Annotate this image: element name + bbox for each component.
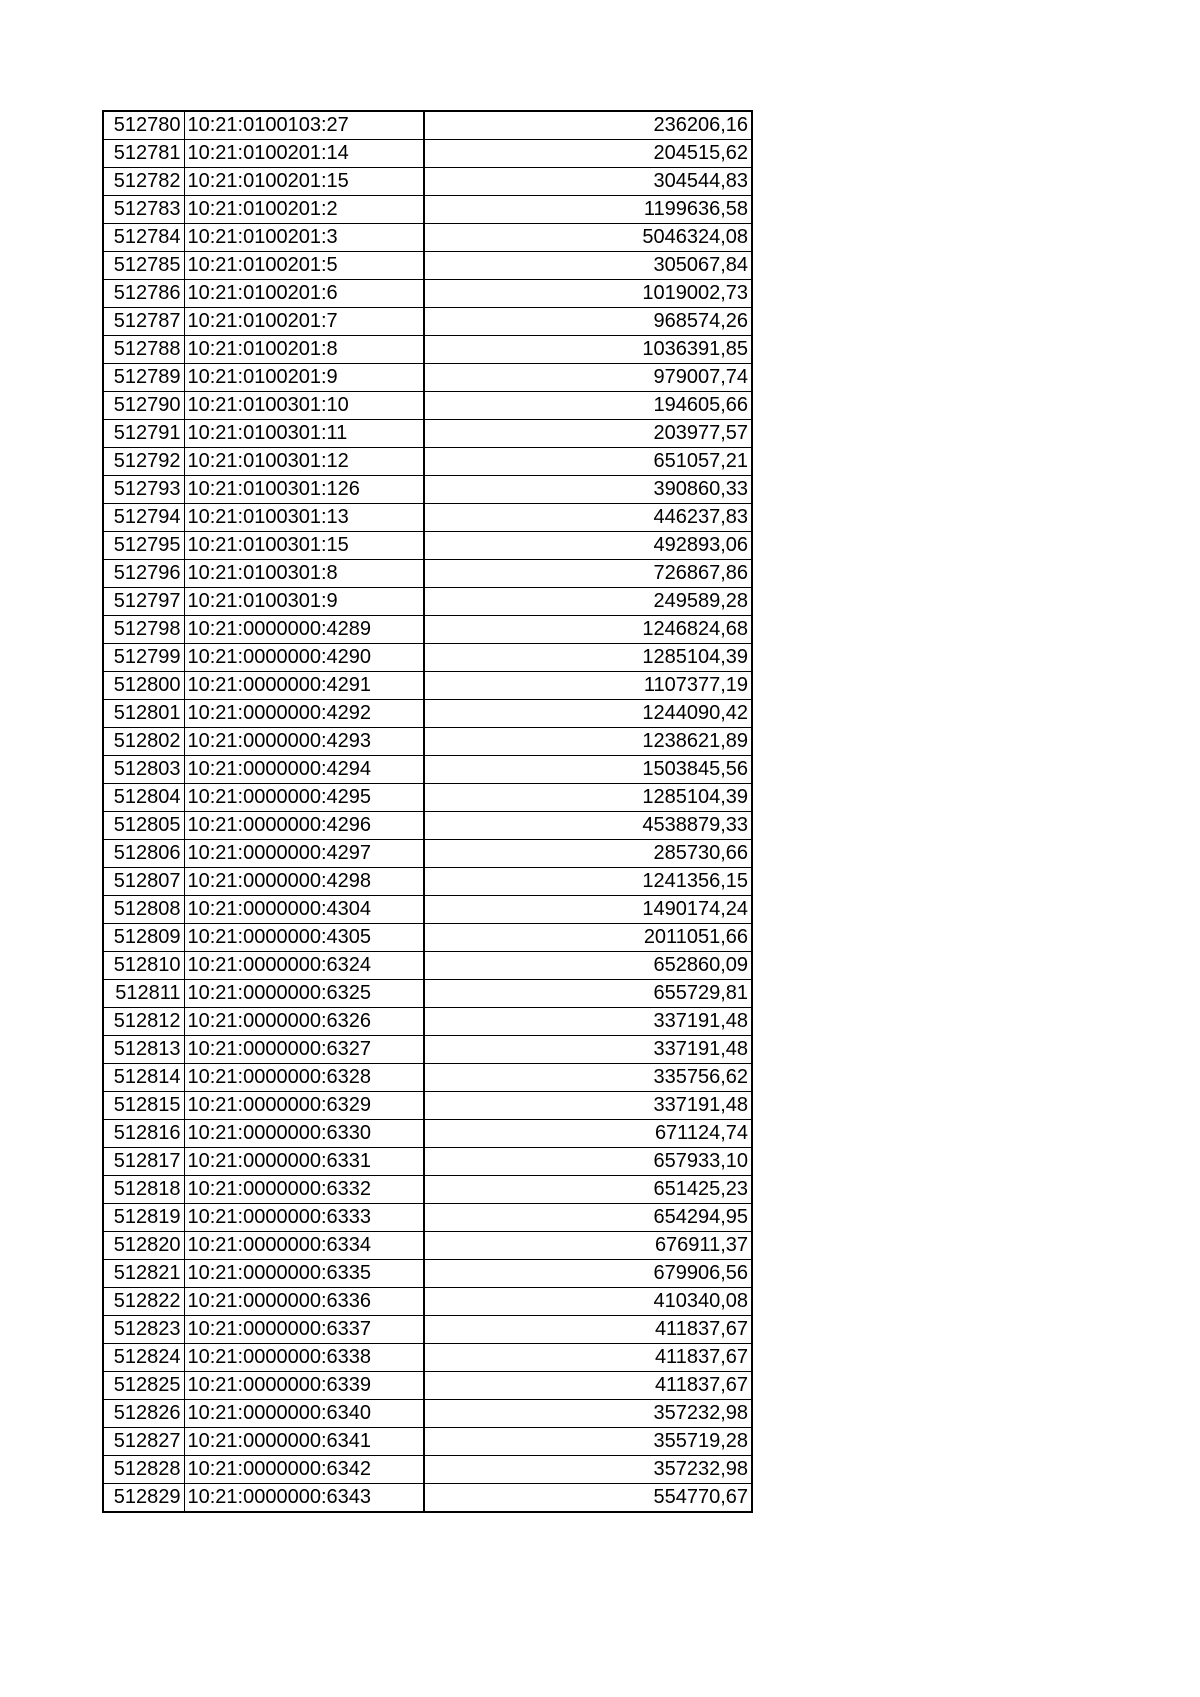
value-cell: 203977,57	[424, 420, 752, 448]
cadastral-number-cell: 10:21:0100301:11	[184, 420, 424, 448]
table-row	[103, 392, 752, 420]
value-cell: 411837,67	[424, 1316, 752, 1344]
cadastral-number-cell: 10:21:0000000:6337	[184, 1316, 424, 1344]
table-row	[103, 1288, 752, 1316]
value-cell: 285730,66	[424, 840, 752, 868]
value-cell: 335756,62	[424, 1064, 752, 1092]
table-row	[103, 1316, 752, 1344]
table-row	[103, 196, 752, 224]
cadastral-number-cell: 10:21:0100201:9	[184, 364, 424, 392]
table-row	[103, 224, 752, 252]
cadastral-number-cell: 10:21:0100201:2	[184, 196, 424, 224]
cadastral-number-cell: 10:21:0000000:6343	[184, 1484, 424, 1513]
cadastral-number-cell: 10:21:0100103:27	[184, 111, 424, 140]
value-cell: 1285104,39	[424, 644, 752, 672]
row-id-cell: 512824	[103, 1344, 184, 1372]
cadastral-number-cell: 10:21:0000000:6341	[184, 1428, 424, 1456]
table-row	[103, 168, 752, 196]
value-cell: 204515,62	[424, 140, 752, 168]
cadastral-number-cell: 10:21:0000000:6326	[184, 1008, 424, 1036]
value-cell: 652860,09	[424, 952, 752, 980]
table-row	[103, 336, 752, 364]
row-id-cell: 512827	[103, 1428, 184, 1456]
table-row	[103, 1232, 752, 1260]
row-id-cell: 512807	[103, 868, 184, 896]
value-cell: 657933,10	[424, 1148, 752, 1176]
value-cell: 2011051,66	[424, 924, 752, 952]
table-row	[103, 1176, 752, 1204]
cadastral-number-cell: 10:21:0000000:4304	[184, 896, 424, 924]
cadastral-number-cell: 10:21:0100201:3	[184, 224, 424, 252]
row-id-cell: 512786	[103, 280, 184, 308]
table-row	[103, 448, 752, 476]
row-id-cell: 512825	[103, 1372, 184, 1400]
cadastral-number-cell: 10:21:0000000:6324	[184, 952, 424, 980]
cadastral-number-cell: 10:21:0000000:6325	[184, 980, 424, 1008]
row-id-cell: 512828	[103, 1456, 184, 1484]
value-cell: 1246824,68	[424, 616, 752, 644]
value-cell: 410340,08	[424, 1288, 752, 1316]
table-row	[103, 896, 752, 924]
cadastral-number-cell: 10:21:0100301:126	[184, 476, 424, 504]
cadastral-number-cell: 10:21:0100201:6	[184, 280, 424, 308]
table-row	[103, 1344, 752, 1372]
cadastral-number-cell: 10:21:0100201:15	[184, 168, 424, 196]
table-row	[103, 1064, 752, 1092]
table-body	[103, 111, 752, 1512]
row-id-cell: 512809	[103, 924, 184, 952]
table-row	[103, 1204, 752, 1232]
table-row	[103, 111, 752, 140]
table-row	[103, 1400, 752, 1428]
row-id-cell: 512801	[103, 700, 184, 728]
cadastral-number-cell: 10:21:0000000:6335	[184, 1260, 424, 1288]
row-id-cell: 512802	[103, 728, 184, 756]
cadastral-number-cell: 10:21:0100301:13	[184, 504, 424, 532]
table-row	[103, 1092, 752, 1120]
row-id-cell: 512804	[103, 784, 184, 812]
cadastral-number-cell: 10:21:0000000:6339	[184, 1372, 424, 1400]
cadastral-number-cell: 10:21:0000000:4291	[184, 672, 424, 700]
cadastral-number-cell: 10:21:0000000:6329	[184, 1092, 424, 1120]
value-cell: 676911,37	[424, 1232, 752, 1260]
row-id-cell: 512780	[103, 111, 184, 140]
value-cell: 1241356,15	[424, 868, 752, 896]
value-cell: 304544,83	[424, 168, 752, 196]
value-cell: 1490174,24	[424, 896, 752, 924]
value-cell: 651425,23	[424, 1176, 752, 1204]
cadastral-number-cell: 10:21:0000000:6333	[184, 1204, 424, 1232]
row-id-cell: 512822	[103, 1288, 184, 1316]
row-id-cell: 512810	[103, 952, 184, 980]
cadastral-number-cell: 10:21:0100201:8	[184, 336, 424, 364]
value-cell: 337191,48	[424, 1008, 752, 1036]
table-row	[103, 1148, 752, 1176]
table-row	[103, 1484, 752, 1513]
row-id-cell: 512826	[103, 1400, 184, 1428]
row-id-cell: 512783	[103, 196, 184, 224]
value-cell: 357232,98	[424, 1456, 752, 1484]
table-row	[103, 784, 752, 812]
table-row	[103, 1428, 752, 1456]
table-row	[103, 980, 752, 1008]
cadastral-number-cell: 10:21:0100201:14	[184, 140, 424, 168]
value-cell: 1285104,39	[424, 784, 752, 812]
row-id-cell: 512799	[103, 644, 184, 672]
table-row	[103, 700, 752, 728]
value-cell: 726867,86	[424, 560, 752, 588]
value-cell: 979007,74	[424, 364, 752, 392]
row-id-cell: 512794	[103, 504, 184, 532]
cadastral-number-cell: 10:21:0100201:5	[184, 252, 424, 280]
cadastral-number-cell: 10:21:0000000:6327	[184, 1036, 424, 1064]
row-id-cell: 512793	[103, 476, 184, 504]
value-cell: 1244090,42	[424, 700, 752, 728]
cadastral-number-cell: 10:21:0000000:6338	[184, 1344, 424, 1372]
table-row	[103, 308, 752, 336]
row-id-cell: 512787	[103, 308, 184, 336]
value-cell: 1199636,58	[424, 196, 752, 224]
table-row	[103, 1008, 752, 1036]
row-id-cell: 512821	[103, 1260, 184, 1288]
row-id-cell: 512816	[103, 1120, 184, 1148]
value-cell: 5046324,08	[424, 224, 752, 252]
table-row	[103, 756, 752, 784]
value-cell: 305067,84	[424, 252, 752, 280]
row-id-cell: 512823	[103, 1316, 184, 1344]
table-row	[103, 840, 752, 868]
row-id-cell: 512796	[103, 560, 184, 588]
table-row	[103, 560, 752, 588]
cadastral-number-cell: 10:21:0000000:4292	[184, 700, 424, 728]
value-cell: 357232,98	[424, 1400, 752, 1428]
value-cell: 1107377,19	[424, 672, 752, 700]
cadastral-number-cell: 10:21:0000000:4298	[184, 868, 424, 896]
cadastral-number-cell: 10:21:0000000:4297	[184, 840, 424, 868]
row-id-cell: 512814	[103, 1064, 184, 1092]
cadastral-number-cell: 10:21:0000000:6342	[184, 1456, 424, 1484]
table-row	[103, 1260, 752, 1288]
table-row	[103, 1372, 752, 1400]
value-cell: 249589,28	[424, 588, 752, 616]
cadastral-number-cell: 10:21:0000000:6336	[184, 1288, 424, 1316]
table-row	[103, 672, 752, 700]
row-id-cell: 512806	[103, 840, 184, 868]
cadastral-number-cell: 10:21:0000000:4289	[184, 616, 424, 644]
value-cell: 1036391,85	[424, 336, 752, 364]
value-cell: 411837,67	[424, 1344, 752, 1372]
table-row	[103, 420, 752, 448]
row-id-cell: 512791	[103, 420, 184, 448]
cadastral-number-cell: 10:21:0000000:6334	[184, 1232, 424, 1260]
value-cell: 194605,66	[424, 392, 752, 420]
value-cell: 446237,83	[424, 504, 752, 532]
cadastral-number-cell: 10:21:0000000:6330	[184, 1120, 424, 1148]
row-id-cell: 512797	[103, 588, 184, 616]
cadastral-number-cell: 10:21:0000000:6331	[184, 1148, 424, 1176]
table-row	[103, 532, 752, 560]
value-cell: 651057,21	[424, 448, 752, 476]
cadastral-number-cell: 10:21:0100301:10	[184, 392, 424, 420]
value-cell: 355719,28	[424, 1428, 752, 1456]
row-id-cell: 512784	[103, 224, 184, 252]
row-id-cell: 512818	[103, 1176, 184, 1204]
table-row	[103, 952, 752, 980]
cadastral-number-cell: 10:21:0000000:4293	[184, 728, 424, 756]
row-id-cell: 512782	[103, 168, 184, 196]
table-row	[103, 364, 752, 392]
cadastral-number-cell: 10:21:0000000:4295	[184, 784, 424, 812]
value-cell: 1238621,89	[424, 728, 752, 756]
table-row	[103, 1036, 752, 1064]
table-row	[103, 476, 752, 504]
value-cell: 411837,67	[424, 1372, 752, 1400]
cadastral-number-cell: 10:21:0100201:7	[184, 308, 424, 336]
row-id-cell: 512829	[103, 1484, 184, 1513]
row-id-cell: 512795	[103, 532, 184, 560]
table-row	[103, 728, 752, 756]
value-cell: 337191,48	[424, 1092, 752, 1120]
table-row	[103, 504, 752, 532]
row-id-cell: 512803	[103, 756, 184, 784]
cadastral-number-cell: 10:21:0000000:6332	[184, 1176, 424, 1204]
table-row	[103, 616, 752, 644]
row-id-cell: 512820	[103, 1232, 184, 1260]
cadastral-number-cell: 10:21:0100301:15	[184, 532, 424, 560]
value-cell: 4538879,33	[424, 812, 752, 840]
cadastral-number-cell: 10:21:0000000:6328	[184, 1064, 424, 1092]
table-row	[103, 280, 752, 308]
value-cell: 1503845,56	[424, 756, 752, 784]
value-cell: 679906,56	[424, 1260, 752, 1288]
value-cell: 671124,74	[424, 1120, 752, 1148]
value-cell: 654294,95	[424, 1204, 752, 1232]
value-cell: 236206,16	[424, 111, 752, 140]
row-id-cell: 512815	[103, 1092, 184, 1120]
row-id-cell: 512819	[103, 1204, 184, 1232]
table-row	[103, 868, 752, 896]
row-id-cell: 512792	[103, 448, 184, 476]
table-row	[103, 1456, 752, 1484]
value-cell: 492893,06	[424, 532, 752, 560]
table-row	[103, 924, 752, 952]
table-row	[103, 812, 752, 840]
row-id-cell: 512785	[103, 252, 184, 280]
cadastral-number-cell: 10:21:0000000:4294	[184, 756, 424, 784]
row-id-cell: 512805	[103, 812, 184, 840]
row-id-cell: 512813	[103, 1036, 184, 1064]
data-table	[102, 110, 753, 1513]
cadastral-number-cell: 10:21:0000000:4305	[184, 924, 424, 952]
table-row	[103, 644, 752, 672]
row-id-cell: 512788	[103, 336, 184, 364]
row-id-cell: 512808	[103, 896, 184, 924]
cadastral-number-cell: 10:21:0000000:6340	[184, 1400, 424, 1428]
row-id-cell: 512789	[103, 364, 184, 392]
table-row	[103, 140, 752, 168]
cadastral-number-cell: 10:21:0100301:8	[184, 560, 424, 588]
row-id-cell: 512812	[103, 1008, 184, 1036]
cadastral-number-cell: 10:21:0000000:4296	[184, 812, 424, 840]
cadastral-number-cell: 10:21:0100301:9	[184, 588, 424, 616]
row-id-cell: 512800	[103, 672, 184, 700]
cadastral-number-cell: 10:21:0000000:4290	[184, 644, 424, 672]
row-id-cell: 512817	[103, 1148, 184, 1176]
table-row	[103, 252, 752, 280]
value-cell: 1019002,73	[424, 280, 752, 308]
value-cell: 337191,48	[424, 1036, 752, 1064]
table-row	[103, 588, 752, 616]
value-cell: 968574,26	[424, 308, 752, 336]
row-id-cell: 512790	[103, 392, 184, 420]
table-row	[103, 1120, 752, 1148]
value-cell: 655729,81	[424, 980, 752, 1008]
row-id-cell: 512781	[103, 140, 184, 168]
value-cell: 390860,33	[424, 476, 752, 504]
cadastral-number-cell: 10:21:0100301:12	[184, 448, 424, 476]
row-id-cell: 512811	[103, 980, 184, 1008]
value-cell: 554770,67	[424, 1484, 752, 1513]
row-id-cell: 512798	[103, 616, 184, 644]
